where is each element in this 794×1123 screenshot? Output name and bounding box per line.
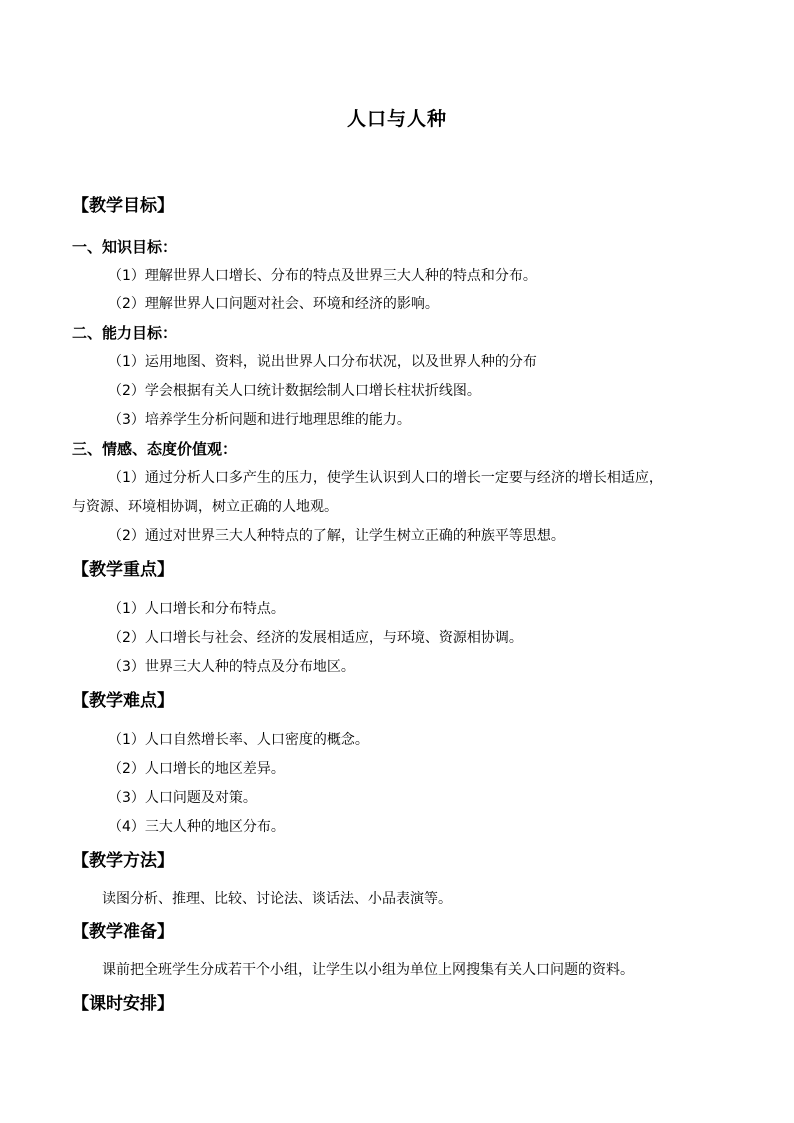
list-item: （1）理解世界人口增长、分布的特点及世界三大人种的特点和分布。 <box>108 268 537 284</box>
list-item-continuation: 与资源、环境相协调，树立正确的人地观。 <box>72 499 338 515</box>
list-item: （1）运用地图、资料，说出世界人口分布状况，以及世界人种的分布 <box>108 354 537 370</box>
page-title: 人口与人种 <box>346 108 447 130</box>
preparation-text: 课前把全班学生分成若干个小组，让学生以小组为单位上网搜集有关人口问题的资料。 <box>102 962 634 978</box>
list-item: （2）理解世界人口问题对社会、环境和经济的影响。 <box>108 296 439 312</box>
list-item: （2）学会根据有关人口统计数据绘制人口增长柱状折线图。 <box>108 383 481 399</box>
subheading-emotion: 三、情感、态度价值观： <box>72 440 238 458</box>
section-heading-methods: 【教学方法】 <box>72 851 174 871</box>
list-item: （4）三大人种的地区分布。 <box>108 819 285 835</box>
list-item: （1）人口增长和分布特点。 <box>108 601 285 617</box>
methods-text: 读图分析、推理、比较、讨论法、谈话法、小品表演等。 <box>102 891 452 907</box>
subheading-knowledge: 一、知识目标： <box>72 238 178 256</box>
section-heading-schedule: 【课时安排】 <box>72 994 174 1014</box>
list-item: （3）培养学生分析问题和进行地理思维的能力。 <box>108 412 411 428</box>
list-item: （2）人口增长的地区差异。 <box>108 761 285 777</box>
list-item: （1）人口自然增长率、人口密度的概念。 <box>108 732 369 748</box>
list-item: （1）通过分析人口多产生的压力，使学生认识到人口的增长一定要与经济的增长相适应， <box>108 470 663 486</box>
list-item: （3）世界三大人种的特点及分布地区。 <box>108 659 355 675</box>
list-item: （3）人口问题及对策。 <box>108 790 257 806</box>
section-heading-key-points: 【教学重点】 <box>72 560 174 580</box>
section-heading-difficulties: 【教学难点】 <box>72 691 174 711</box>
subheading-ability: 二、能力目标： <box>72 324 178 342</box>
section-heading-goals: 【教学目标】 <box>72 196 174 216</box>
list-item: （2）通过对世界三大人种特点的了解，让学生树立正确的种族平等思想。 <box>108 528 565 544</box>
section-heading-preparation: 【教学准备】 <box>72 922 174 942</box>
list-item: （2）人口增长与社会、经济的发展相适应，与环境、资源相协调。 <box>108 630 523 646</box>
